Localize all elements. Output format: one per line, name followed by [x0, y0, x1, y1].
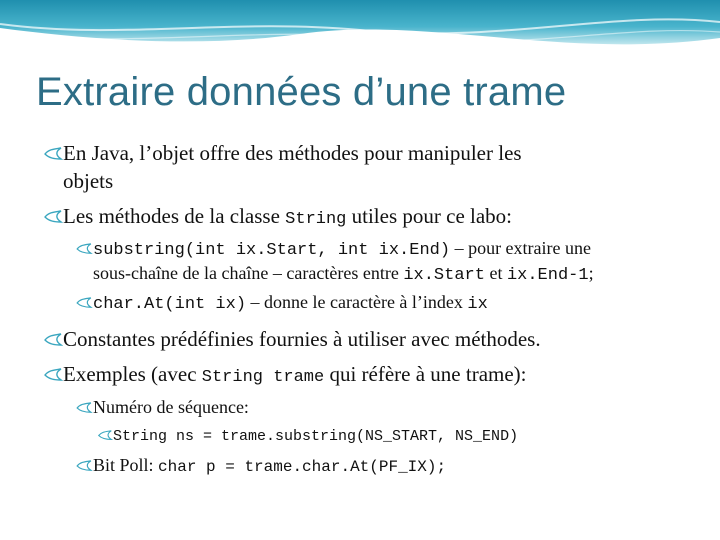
bullet-exemples — [43, 362, 527, 387]
bullet-substring-text: – pour extraire une — [450, 238, 592, 258]
code-string-trame: String trame — [201, 368, 325, 387]
bullet-exemples-text2: qui réfère à une trame): — [324, 362, 527, 386]
wing-bullet-icon — [75, 243, 93, 255]
code-char-p: char p = trame.char.At(PF_IX); — [158, 458, 447, 476]
bullet-constantes-text: Constantes prédéfinies fournies à utiliser avec méthodes. — [63, 327, 541, 351]
bullet-charat — [75, 292, 488, 314]
bullet-methodes-text2: utiles pour ce labo: — [346, 204, 513, 228]
wing-bullet-icon — [75, 402, 93, 414]
wing-bullet-icon — [43, 333, 63, 347]
bullet-numero-sequence-text: Numéro de séquence: — [93, 397, 249, 417]
slide-title: Extraire données d’une trame — [36, 70, 567, 114]
wing-bullet-icon — [75, 297, 93, 309]
wing-bullet-icon — [43, 147, 63, 161]
wing-bullet-icon — [43, 210, 63, 224]
code-substring: substring(int ix.Start, int ix.End) — [93, 241, 451, 260]
bullet-java-cont: objets — [63, 169, 114, 193]
bullet-string-ns — [97, 425, 518, 445]
bullet-constantes — [43, 327, 541, 352]
bullet-java-text: En Java, l’objet offre des méthodes pour manipuler les — [63, 141, 522, 165]
substring-cont-mid: et — [484, 263, 507, 283]
bullet-substring — [75, 238, 591, 260]
code-charat: char.At(int ix) — [93, 295, 247, 314]
wing-bullet-icon — [75, 460, 93, 472]
bullet-bit-poll-text: Bit Poll: — [93, 455, 159, 475]
substring-cont-text: sous-chaîne de la chaîne – caractères entre — [93, 263, 404, 283]
bullet-bit-poll — [75, 455, 446, 476]
code-ixstart: ix.Start — [403, 266, 485, 285]
code-string-ns: String ns = trame.substring(NS_START, NS_END) — [113, 428, 519, 445]
substring-cont-end: ; — [588, 263, 594, 283]
bullet-numero-sequence — [75, 397, 249, 418]
bullet-charat-text: – donne le caractère à l’index — [246, 292, 468, 312]
bullet-methodes — [43, 204, 512, 229]
wave-banner — [0, 0, 720, 62]
bullet-exemples-text1: Exemples (avec — [63, 362, 202, 386]
wing-bullet-icon — [43, 368, 63, 382]
bullet-methodes-text1: Les méthodes de la classe — [63, 204, 286, 228]
code-ixend: ix.End-1 — [506, 266, 589, 285]
wing-bullet-icon — [97, 430, 113, 441]
bullet-java — [43, 141, 522, 166]
bullet-substring-cont — [93, 263, 594, 285]
code-ix: ix — [467, 295, 488, 314]
code-string: String — [285, 210, 347, 229]
